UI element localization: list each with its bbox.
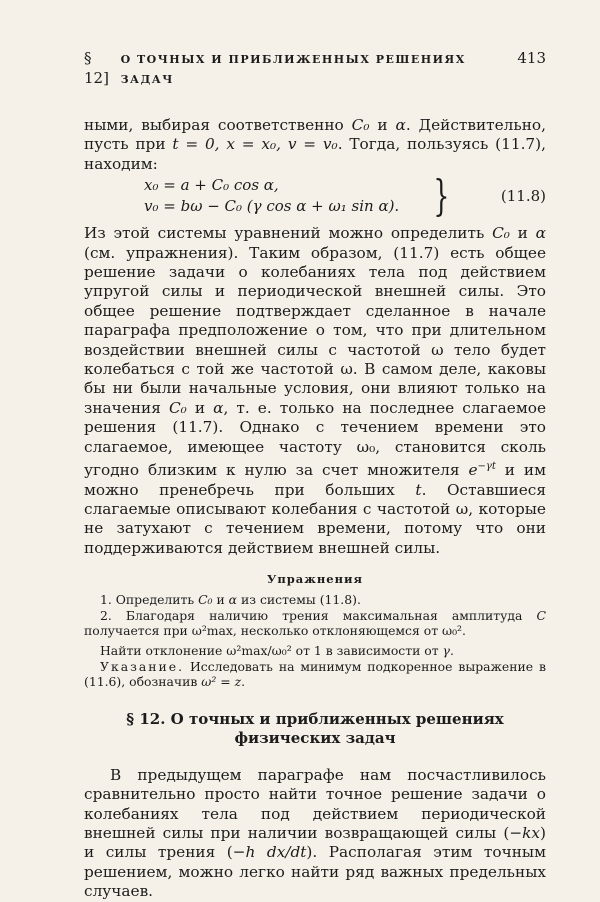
right-brace: } xyxy=(433,171,450,221)
exercise-1 xyxy=(84,592,546,608)
equation-line-1: x₀ = a + C₀ cos α, xyxy=(144,176,279,195)
text: (см. упражнения). Таким образом, (11.7) есть общее решение задачи о колебаниях тела под действием упругой силы и периодической внешней силы. Это общее решение подтверждает сделанное в начале параграфа предположение о том, что при длительном воздействии внешней силы с частотой ω тело будет колебаться с той же частотой ω. В самом деле, каковы бы ни были начальные условия, они влияют только на значения xyxy=(84,243,546,417)
equation-line-2: v₀ = bω − C₀ (γ cos α + ω₁ sin α). xyxy=(144,197,400,216)
math-c0: C₀ xyxy=(198,592,213,608)
running-header xyxy=(84,48,546,90)
header-section-mark: § 12] xyxy=(84,49,109,87)
math-c0: C₀ xyxy=(351,116,370,134)
text: и xyxy=(212,592,229,608)
math-restoring-force: −kx xyxy=(509,824,541,842)
exercise-2-task xyxy=(84,643,546,659)
math-c: C xyxy=(536,607,546,623)
section-heading xyxy=(84,710,546,748)
math-substitution: ω² = z xyxy=(201,674,242,690)
math-c0: C₀ xyxy=(492,224,510,243)
text: . xyxy=(241,674,246,690)
hint-label: Указание. xyxy=(100,658,185,674)
text: . xyxy=(449,643,454,658)
text: 1. Определить xyxy=(100,592,199,608)
math-gamma: γ xyxy=(442,643,450,658)
math-alpha: α xyxy=(535,224,546,243)
exercises-heading: Упражнения xyxy=(266,572,364,587)
text: ) и силы трения ( xyxy=(84,824,546,862)
text: и xyxy=(509,224,536,243)
text: ). Располагая этим точным решением, можно легко найти ряд важных предельных случаев. xyxy=(84,843,546,901)
section-heading-line-2: физических задач xyxy=(234,728,396,747)
text: ными, выбирая соответственно xyxy=(84,116,352,134)
text: . Тогда, пользуясь (11.7), находим: xyxy=(84,135,546,173)
text: В предыдущем параграфе нам посчастливилось сравнительно просто найти точное решение задачи о колебаниях тела под действием периодической внешней силы при наличии возвращающей силы ( xyxy=(84,765,546,842)
text: Из этой системы уравнений можно определить xyxy=(84,224,493,243)
text: 2. Благодаря наличию трения максимальная амплитуда xyxy=(100,607,537,623)
text: и им можно пренебречь при больших xyxy=(84,461,547,499)
text: получается при ω²max, несколько отклоняющемся от ω₀². xyxy=(84,623,466,639)
math-alpha: α xyxy=(395,116,406,134)
equation-11-8 xyxy=(84,171,546,221)
math-c0: C₀ xyxy=(168,398,187,417)
text: Исследовать на минимум подкоренное выражение в (11.6), обозначив xyxy=(84,658,546,690)
math-alpha: α xyxy=(228,592,238,608)
exercise-hint xyxy=(84,659,546,690)
text: и xyxy=(369,116,396,134)
exercise-2 xyxy=(84,608,546,639)
math-initial-conditions: t = 0, x = x₀, v = v₀ xyxy=(172,135,338,154)
paragraph-1 xyxy=(84,116,546,174)
math-exponent: −γt xyxy=(477,461,496,473)
text: Найти отклонение ω²max/ω₀² от 1 в зависимости от xyxy=(100,643,443,658)
header-running-title: О ТОЧНЫХ И ПРИБЛИЖЕННЫХ РЕШЕНИЯХ ЗАДАЧ xyxy=(120,53,466,86)
text: . Действительно, пусть при xyxy=(84,116,546,154)
text: и xyxy=(186,398,214,417)
header-page-number: 413 xyxy=(517,49,546,67)
section-heading-line-1: § 12. О точных и приближенных решениях xyxy=(126,709,504,728)
page xyxy=(84,48,546,902)
math-alpha: α xyxy=(213,398,224,417)
paragraph-2 xyxy=(84,224,546,558)
text: , т. е. только на последнее слагаемое решения (11.7). Однако с течением времени это слагаемое, имеющее частоту ω₀, становится сколь угодно близким к нулю за счет множителя xyxy=(84,398,547,480)
equation-number: (11.8) xyxy=(500,187,546,206)
paragraph-3 xyxy=(84,766,546,902)
text: . Оставшиеся слагаемые описывают колебания с частотой ω, которые не затухают с течением времени, потому что они поддерживаются действием внешней силы. xyxy=(84,480,546,557)
text: из системы (11.8). xyxy=(237,592,361,608)
math-exponential: e xyxy=(468,461,478,480)
math-t: t xyxy=(415,480,422,499)
math-friction-force: −h dx/dt xyxy=(232,843,307,862)
